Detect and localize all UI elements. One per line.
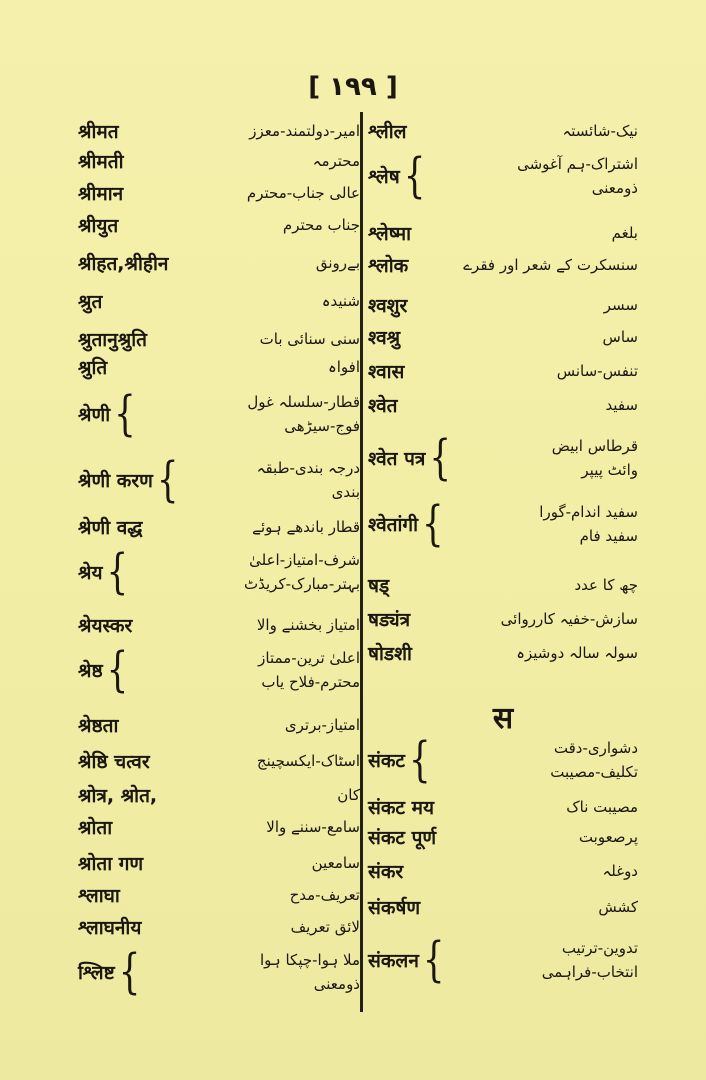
- entry-headword: श्रेणी वद्ध: [78, 517, 143, 539]
- entry-headword: संकट मय: [368, 797, 435, 819]
- dictionary-entry: [78, 326, 360, 352]
- dictionary-entry: [368, 220, 638, 246]
- entry-definitions: [124, 149, 361, 173]
- entry-definitions: [412, 641, 638, 665]
- entry-definitions: [420, 895, 638, 919]
- entry-definitions: [407, 293, 638, 317]
- grouping-brace: {: [429, 430, 452, 486]
- entry-definition: ملا ہوا-چپکا ہوا: [260, 951, 360, 969]
- right-column: [368, 118, 638, 1023]
- dictionary-entry: [78, 386, 360, 442]
- entry-definition: تنفس-سانس: [556, 362, 638, 380]
- entry-headword: श्रेणी करण: [78, 470, 153, 492]
- dictionary-entry: [368, 932, 638, 988]
- entry-definitions: [411, 221, 638, 245]
- dictionary-entry: [78, 850, 360, 876]
- entry-definitions: [141, 915, 360, 939]
- entry-headword: श्लिष्ट: [78, 962, 115, 984]
- entry-definitions: [436, 825, 638, 849]
- entry-headword: श्रेयस्कर: [78, 615, 133, 637]
- dictionary-entry: [368, 148, 638, 204]
- entry-headword: श्रेष्ठता: [78, 715, 119, 737]
- entry-definition: تدوین-ترتیب: [561, 939, 638, 957]
- entry-headword: श्वेत: [368, 395, 398, 417]
- entry-definitions: [118, 213, 360, 237]
- entry-definition: بلغم: [611, 224, 638, 242]
- dictionary-entry: [78, 712, 360, 738]
- entry-definition: سفید: [605, 396, 638, 414]
- entry-definition: شنیدہ: [321, 292, 360, 310]
- dictionary-entry: [78, 514, 360, 540]
- entry-definition: محترم-فلاح یاب: [261, 673, 360, 691]
- dictionary-entry: [78, 748, 360, 774]
- grouping-brace: {: [403, 148, 426, 204]
- entry-definition: قرطاس ابیض: [551, 437, 638, 455]
- entry-definition: جناب محترم: [282, 216, 360, 234]
- entry-definitions: [142, 515, 360, 539]
- grouping-brace: {: [118, 944, 141, 1000]
- dictionary-entry: [78, 250, 360, 276]
- entry-definitions: [112, 815, 360, 839]
- entry-definitions: [410, 607, 638, 631]
- grouping-brace: {: [422, 932, 445, 988]
- entry-definition: سسر: [603, 296, 638, 314]
- dictionary-entry: [368, 252, 638, 278]
- entry-definition: کان: [337, 786, 360, 804]
- entry-definition: نیک-شائستہ: [562, 122, 638, 140]
- entry-definitions: [150, 749, 360, 773]
- entry-headword: श्रीहत,श्रीहीन: [78, 253, 169, 275]
- dictionary-entry: [368, 496, 638, 552]
- dictionary-entry: [78, 814, 360, 840]
- dictionary-entry: [78, 612, 360, 638]
- entry-definition: مصیبت ناک: [566, 798, 638, 816]
- entry-headword: श्रोता गण: [78, 853, 144, 875]
- entry-definition: سفید فام: [579, 527, 638, 545]
- entry-definition: ذومعنی: [313, 975, 360, 993]
- entry-definitions: [408, 253, 638, 277]
- entry-definitions: [168, 251, 360, 275]
- entry-headword: संकलन: [368, 950, 419, 972]
- entry-definition: لائق تعریف: [290, 918, 360, 936]
- entry-definition: تکلیف-مصیبت: [550, 763, 638, 781]
- entry-definitions: [147, 327, 360, 351]
- entry-definition: سامع-سننے والا: [266, 818, 360, 836]
- left-column: [78, 118, 360, 1023]
- dictionary-entry: [78, 882, 360, 908]
- entry-definition: انتخاب-فراہمی: [541, 963, 638, 981]
- entry-definitions: [400, 325, 638, 349]
- entry-definition: کشش: [598, 898, 638, 916]
- entry-definition: پرصعوبت: [578, 828, 638, 846]
- entry-headword: संकर्षण: [368, 897, 421, 919]
- entry-headword: श्वास: [368, 361, 405, 383]
- entry-definitions: [404, 359, 638, 383]
- entry-definition: وائٹ پیپر: [581, 461, 638, 479]
- dictionary-entry: [78, 118, 360, 144]
- entry-definition: امتیاز بخشنے والا: [256, 616, 360, 634]
- entry-definitions: [107, 355, 360, 379]
- entry-definitions: [120, 883, 360, 907]
- entry-headword: श्लेष: [368, 166, 400, 188]
- entry-definitions: [143, 851, 360, 875]
- entry-definition: امیر-دولتمند-معزز: [249, 122, 360, 140]
- entry-definitions: [448, 500, 638, 548]
- entry-headword: श्रेय: [78, 562, 103, 584]
- entry-definitions: [434, 795, 638, 819]
- entry-headword: श्लेष्मा: [368, 223, 411, 245]
- entry-headword: संकट: [368, 750, 406, 772]
- grouping-brace: {: [409, 732, 431, 788]
- entry-definition: امتیاز-برتری: [284, 716, 360, 734]
- dictionary-entry: [78, 288, 360, 314]
- section-letter-heading: स: [492, 701, 514, 736]
- entry-headword: श्रोत्र, श्रोत,: [78, 785, 158, 807]
- entry-definition: ساس: [602, 328, 638, 346]
- entry-headword: श्रीमती: [78, 151, 124, 173]
- entry-definition: شرف-امتیاز-اعلیٰ: [249, 551, 360, 569]
- entry-definition: عالی جناب-محترم: [246, 184, 360, 202]
- dictionary-entry: [78, 544, 360, 600]
- dictionary-entry: [368, 858, 638, 884]
- dictionary-entry: [368, 324, 638, 350]
- entry-definition: بندی: [331, 483, 360, 501]
- grouping-brace: {: [106, 642, 129, 698]
- entry-definition: سفید اندام-گورا: [539, 503, 638, 521]
- entry-definitions: [389, 573, 638, 597]
- dictionary-entry: [78, 914, 360, 940]
- entry-headword: श्रीमान: [78, 183, 124, 205]
- page-number: [ ۱۹۹ ]: [308, 72, 398, 102]
- entry-definitions: [449, 936, 638, 984]
- dictionary-entry: [368, 358, 638, 384]
- entry-definitions: [140, 390, 360, 438]
- entry-definitions: [132, 646, 360, 694]
- dictionary-entry: [368, 894, 638, 920]
- entry-definition: بہتر-مبارک-کریڈٹ: [244, 575, 360, 593]
- entry-definition: ذومعنی: [591, 179, 638, 197]
- dictionary-entry: [368, 430, 638, 486]
- dictionary-entry: [368, 824, 638, 850]
- entry-headword: श्वेतांगी: [368, 514, 419, 536]
- column-divider: [360, 112, 363, 1012]
- entry-definition: دوغلہ: [602, 862, 638, 880]
- dictionary-entry: [78, 180, 360, 206]
- entry-definitions: [132, 548, 360, 596]
- entry-definition: سنی سنائی بات: [259, 330, 360, 348]
- entry-definition: اسٹاک-ایکسچینج: [256, 752, 360, 770]
- entry-headword: श्वश्रु: [368, 327, 401, 349]
- entry-definitions: [397, 393, 638, 417]
- dictionary-entry: [78, 782, 360, 808]
- entry-headword: संकट पूर्ण: [368, 827, 437, 849]
- grouping-brace: {: [422, 496, 444, 552]
- entry-headword: श्लाघा: [78, 885, 120, 907]
- entry-headword: श्रेष्ठ: [78, 660, 103, 682]
- dictionary-entry: [78, 354, 360, 380]
- entry-headword: श्रीयुत: [78, 215, 119, 237]
- entry-headword: श्रीमत: [78, 121, 119, 143]
- entry-definitions: [429, 152, 638, 200]
- entry-definition: افواہ: [327, 358, 360, 376]
- dictionary-entry: [368, 392, 638, 418]
- dictionary-entry: [368, 732, 638, 788]
- entry-definitions: [102, 289, 360, 313]
- entry-headword: श्रेणी: [78, 404, 111, 426]
- dictionary-entry: [368, 118, 638, 144]
- entry-definition: سولہ سالہ دوشیزہ: [516, 644, 638, 662]
- dictionary-entry: [368, 640, 638, 666]
- dictionary-entry: [368, 292, 638, 318]
- dictionary-entry: [78, 642, 360, 698]
- entry-headword: षड्यंत्र: [368, 609, 411, 631]
- entry-definition: سامعین: [311, 854, 360, 872]
- entry-definitions: [119, 119, 360, 143]
- grouping-brace: {: [114, 386, 136, 442]
- entry-headword: श्रुतानुश्रुति: [78, 329, 147, 351]
- entry-definition: دشواری-دقت: [553, 739, 638, 757]
- entry-definition: تعریف-مدح: [289, 886, 360, 904]
- entry-headword: श्रुत: [78, 291, 103, 313]
- entry-definition: قطار باندھے ہوئے: [252, 518, 360, 536]
- entry-definitions: [157, 783, 360, 807]
- dictionary-entry: [78, 148, 360, 174]
- entry-definition: قطار-سلسلہ غول: [247, 393, 360, 411]
- entry-headword: षड्: [368, 575, 390, 597]
- entry-definition: چھ کا عدد: [574, 576, 638, 594]
- entry-definition: سنسکرت کے شعر اور فقرے: [463, 256, 638, 274]
- dictionary-entry: [368, 794, 638, 820]
- entry-definitions: [407, 119, 638, 143]
- entry-definitions: [123, 181, 360, 205]
- entry-definition: فوج-سیڑھی: [284, 417, 360, 435]
- entry-definition: اشتراک-ہم آغوشی: [517, 155, 638, 173]
- entry-headword: श्लोक: [368, 255, 409, 277]
- dictionary-entry: [78, 944, 360, 1000]
- dictionary-entry: [368, 572, 638, 598]
- entry-headword: श्लील: [368, 121, 407, 143]
- entry-definition: بےرونق: [315, 254, 360, 272]
- entry-definitions: [132, 613, 360, 637]
- dictionary-entry: [78, 212, 360, 238]
- entry-definitions: [455, 434, 638, 482]
- entry-headword: श्लाघनीय: [78, 917, 142, 939]
- entry-definition: اعلیٰ ترین-ممتاز: [258, 649, 360, 667]
- entry-headword: श्रोता: [78, 817, 113, 839]
- entry-definitions: [144, 948, 360, 996]
- grouping-brace: {: [106, 544, 129, 600]
- entry-definition: درجہ بندی-طبقہ: [256, 459, 360, 477]
- grouping-brace: {: [156, 452, 179, 508]
- entry-headword: श्रेष्ठि चत्वर: [78, 751, 150, 773]
- entry-headword: षोडशी: [368, 643, 412, 665]
- entry-definitions: [182, 456, 360, 504]
- entry-definitions: [118, 713, 360, 737]
- entry-headword: संकर: [368, 861, 404, 883]
- dictionary-entry: [368, 606, 638, 632]
- entry-definition: سازش-خفیہ کارروائی: [500, 610, 638, 628]
- entry-headword: श्वशुर: [368, 295, 408, 317]
- entry-headword: श्वेत पत्र: [368, 448, 426, 470]
- entry-headword: श्रुति: [78, 357, 108, 379]
- entry-definitions: [435, 736, 638, 784]
- entry-definitions: [403, 859, 638, 883]
- entry-definition: محترمہ: [312, 152, 360, 170]
- dictionary-entry: [78, 452, 360, 508]
